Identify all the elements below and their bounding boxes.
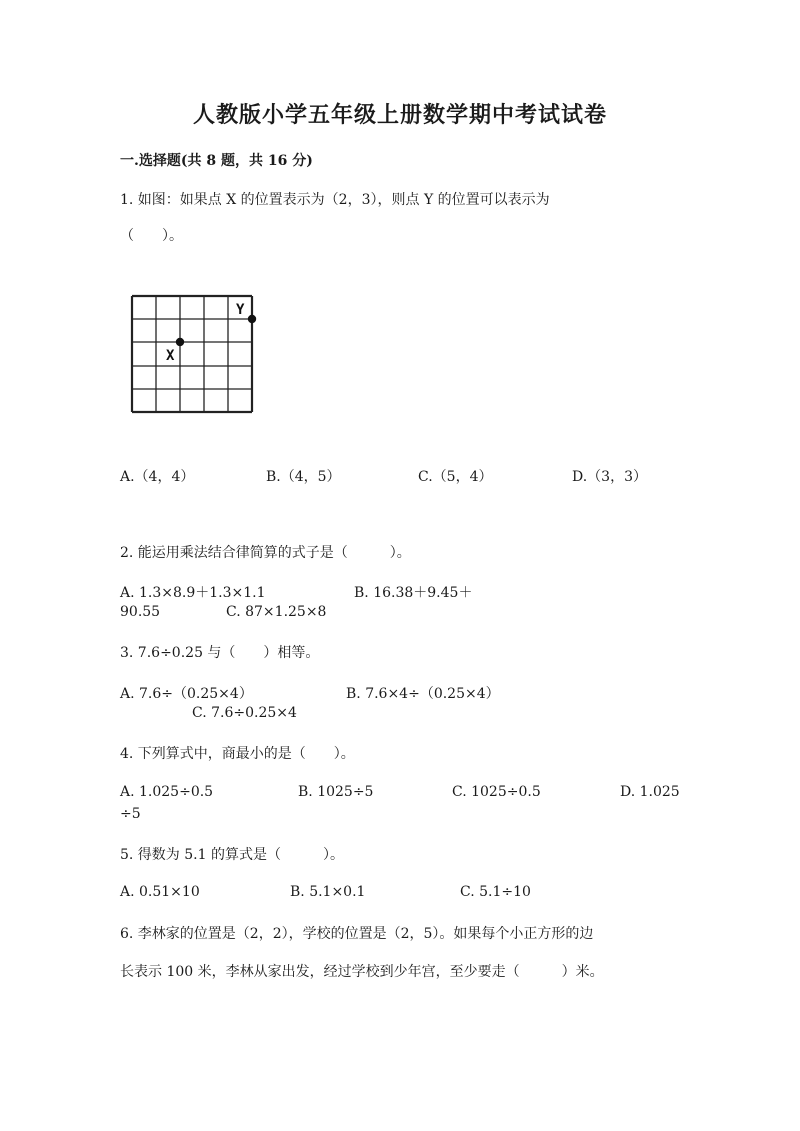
point-x-marker <box>176 338 184 346</box>
q1-option-d: D.（3，3） <box>572 469 647 485</box>
q3-option-b: B. 7.6×4÷（0.25×4） <box>346 686 500 702</box>
coordinate-grid-figure <box>128 290 260 416</box>
q5-option-b: B. 5.1×0.1 <box>290 884 366 900</box>
q4-option-a: A. 1.025÷0.5 <box>120 784 214 800</box>
q2-option-b-line1: B. 16.38＋9.45＋ <box>354 585 473 601</box>
q4-stem: 4. 下列算式中，商最小的是（ ）。 <box>120 746 355 762</box>
q3-stem: 3. 7.6÷0.25 与（ ）相等。 <box>120 645 320 661</box>
q5-option-c: C. 5.1÷10 <box>460 884 531 900</box>
q3-option-a: A. 7.6÷（0.25×4） <box>120 686 253 702</box>
q4-option-d-line2: ÷5 <box>120 806 141 822</box>
q2-option-c: C. 87×1.25×8 <box>226 604 327 620</box>
q1-stem-line1: 1. 如图：如果点 X 的位置表示为（2，3），则点 Y 的位置可以表示为 <box>120 192 550 208</box>
point-x-label: X <box>166 348 175 364</box>
q4-option-b: B. 1025÷5 <box>298 784 374 800</box>
q4-option-d-line1: D. 1.025 <box>620 784 680 800</box>
point-y-marker <box>248 315 256 323</box>
q5-stem: 5. 得数为 5.1 的算式是（ ）。 <box>120 847 344 863</box>
q4-option-c: C. 1025÷0.5 <box>452 784 541 800</box>
point-y-label: Y <box>236 302 245 318</box>
q1-option-b: B.（4，5） <box>266 469 341 485</box>
q2-option-a: A. 1.3×8.9＋1.3×1.1 <box>120 585 266 601</box>
q2-stem: 2. 能运用乘法结合律简算的式子是（ ）。 <box>120 545 411 561</box>
q6-stem-line1: 6. 李林家的位置是（2，2），学校的位置是（2，5）。如果每个小正方形的边 <box>120 926 594 942</box>
q6-stem-line2: 长表示 100 米，李林从家出发，经过学校到少年宫，至少要走（ ）米。 <box>120 964 604 980</box>
page-title: 人教版小学五年级上册数学期中考试试卷 <box>192 102 607 128</box>
q1-stem-line2: （ ）。 <box>120 228 183 244</box>
grid-lines <box>132 296 252 412</box>
q1-option-c: C.（5，4） <box>418 469 493 485</box>
section-heading: 一.选择题(共 8 题，共 16 分) <box>120 153 313 169</box>
q5-option-a: A. 0.51×10 <box>120 884 200 900</box>
q2-option-b-line2: 90.55 <box>120 604 161 620</box>
q1-option-a: A.（4，4） <box>120 469 195 485</box>
q3-option-c: C. 7.6÷0.25×4 <box>192 705 297 721</box>
